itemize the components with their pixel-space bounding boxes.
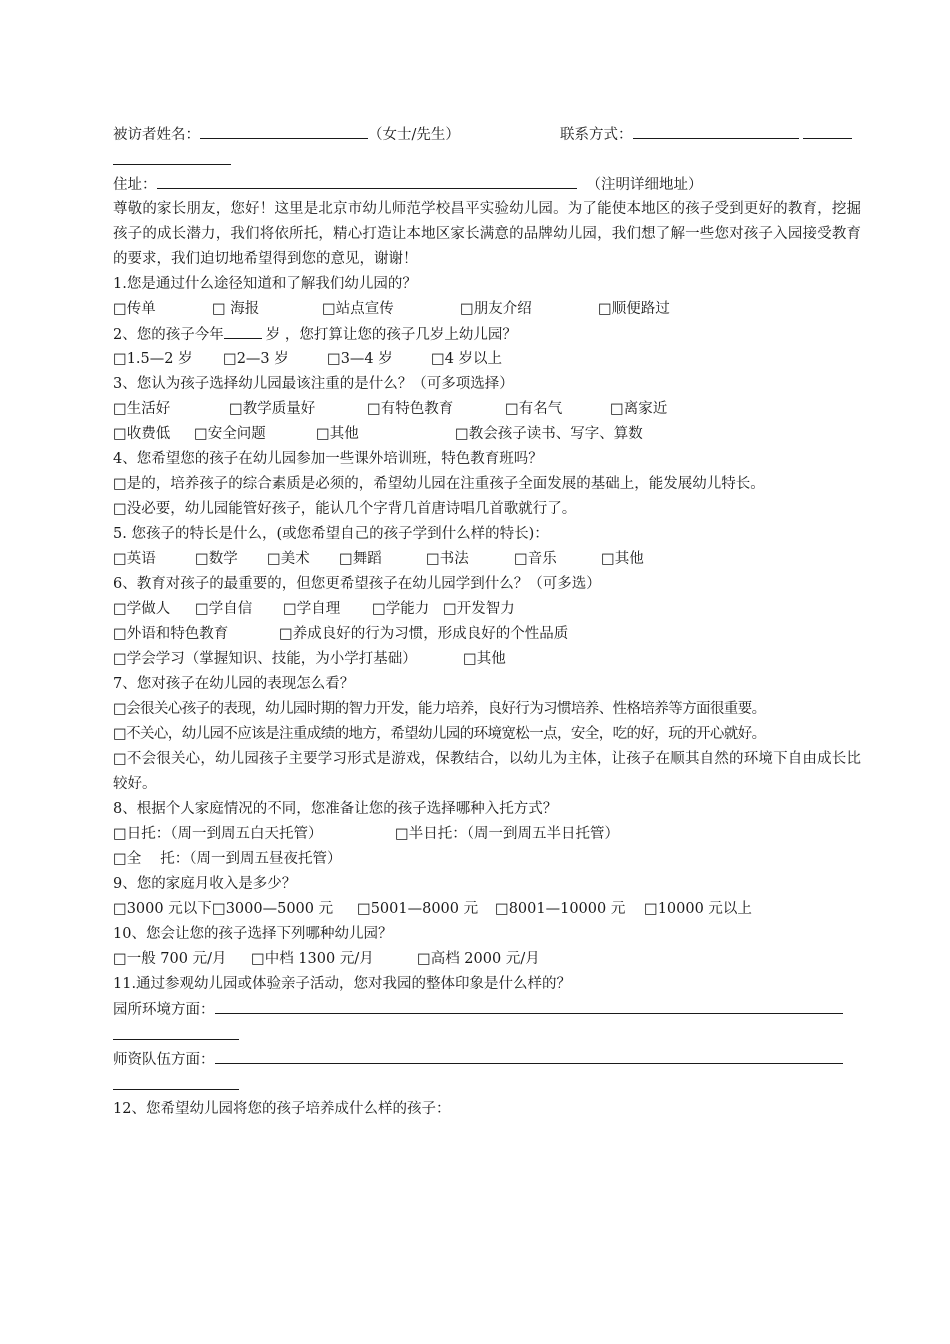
question-6-options-row1 — [113, 597, 861, 622]
question-6-options-row3 — [113, 647, 861, 672]
q11-staff-row — [113, 1047, 861, 1072]
question-7: 7、您对孩子在幼儿园的表现怎么看？ — [113, 676, 355, 692]
q2-option-1[interactable]: □1.5—2 岁 — [113, 351, 193, 367]
q6-option-intelligence[interactable]: □开发智力 — [443, 601, 515, 617]
question-8: 8、根据个人家庭情况的不同，您准备让您的孩子选择哪种入托方式？ — [113, 801, 558, 817]
question-3-options-row1 — [113, 397, 861, 422]
q9-option-2[interactable]: □3000—5000 元 — [212, 901, 334, 917]
gender-note: （女士/先生） — [368, 127, 460, 143]
question-3-options-row2 — [113, 422, 861, 447]
respondent-name-row — [113, 122, 861, 147]
address-note: （注明详细地址） — [586, 177, 703, 193]
question-2-options — [113, 347, 861, 372]
q10-option-high[interactable]: □高档 2000 元/月 — [417, 951, 540, 967]
q3-option-literacy[interactable]: □教会孩子读书、写字、算数 — [455, 426, 643, 442]
q8-option-fulltime[interactable]: □全 托：（周一到周五昼夜托管） — [113, 851, 342, 867]
q1-option-passing[interactable]: □顺便路过 — [598, 301, 670, 317]
address-label: 住址： — [113, 177, 157, 193]
q10-option-mid[interactable]: □中档 1300 元/月 — [251, 951, 374, 967]
question-5-options — [113, 547, 861, 572]
q3-option-lowfee[interactable]: □收费低 — [113, 426, 171, 442]
question-2 — [113, 322, 861, 347]
q1-option-flyer[interactable]: □传单 — [113, 301, 156, 317]
question-10-options — [113, 947, 861, 972]
q5-option-english[interactable]: □英语 — [113, 551, 156, 567]
question-6: 6、教育对孩子的最重要的，但您更希望孩子在幼儿园学到什么？（可多选） — [113, 576, 601, 592]
question-8-options-row1 — [113, 822, 861, 847]
q2-text-a: 2、您的孩子今年 — [113, 327, 224, 343]
q3-option-teaching[interactable]: □教学质量好 — [229, 401, 316, 417]
q3-option-special[interactable]: □有特色教育 — [367, 401, 454, 417]
age-blank[interactable] — [224, 322, 262, 339]
q5-option-art[interactable]: □美术 — [267, 551, 310, 567]
question-9: 9、您的家庭月收入是多少？ — [113, 876, 297, 892]
q6-option-selfcare[interactable]: □学自理 — [283, 601, 341, 617]
address-row — [113, 172, 861, 197]
q7-option-nocare[interactable]: □不关心，幼儿园不应该是注重成绩的地方，希望幼儿园的环境宽松一点，安全，吃的好，玩的开心就好。 — [113, 726, 766, 742]
contact-blank[interactable] — [633, 122, 799, 139]
q9-option-4[interactable]: □8001—10000 元 — [495, 901, 626, 917]
question-11: 11.通过参观幼儿园或体验亲子活动，您对我园的整体印象是什么样的？ — [113, 976, 572, 992]
question-3: 3、您认为孩子选择幼儿园最该注重的是什么？（可多项选择） — [113, 376, 514, 392]
question-1-options — [113, 297, 861, 322]
q8-option-halfday[interactable]: □半日托：（周一到周五半日托管） — [395, 826, 619, 842]
q4-option-yes[interactable]: □是的，培养孩子的综合素质是必须的，希望幼儿园在注重孩子全面发展的基础上，能发展幼儿特长。 — [113, 476, 765, 492]
q9-option-3[interactable]: □5001—8000 元 — [357, 901, 479, 917]
q11-env-blank[interactable] — [215, 997, 843, 1014]
question-9-options — [113, 897, 861, 922]
q6-option-person[interactable]: □学做人 — [113, 601, 171, 617]
q4-option-no[interactable]: □没必要，幼儿园能管好孩子，能认几个字背几首唐诗唱几首歌就行了。 — [113, 501, 577, 517]
q6-option-learning[interactable]: □学会学习（掌握知识、技能，为小学打基础） — [113, 651, 417, 667]
q3-option-other[interactable]: □其他 — [316, 426, 359, 442]
q6-option-other[interactable]: □其他 — [463, 651, 506, 667]
question-10: 10、您会让您的孩子选择下列哪种幼儿园？ — [113, 926, 393, 942]
question-1: 1.您是通过什么途径知道和了解我们幼儿园的？ — [113, 276, 417, 292]
q5-option-calligraphy[interactable]: □书法 — [426, 551, 469, 567]
q1-option-station[interactable]: □站点宣传 — [322, 301, 394, 317]
address-blank[interactable] — [157, 172, 577, 189]
question-4: 4、您希望您的孩子在幼儿园参加一些课外培训班，特色教育班吗？ — [113, 451, 543, 467]
q6-option-confidence[interactable]: □学自信 — [195, 601, 253, 617]
question-5: 5. 您孩子的特长是什么，(或您希望自己的孩子学到什么样的特长)： — [113, 526, 549, 542]
q5-option-other[interactable]: □其他 — [601, 551, 644, 567]
contact-blank-continued[interactable] — [113, 164, 231, 165]
q2-option-2[interactable]: □2—3 岁 — [223, 351, 289, 367]
q5-option-music[interactable]: □音乐 — [514, 551, 557, 567]
q1-option-poster[interactable]: □ 海报 — [212, 301, 260, 317]
q11-staff-label: 师资队伍方面： — [113, 1052, 215, 1068]
question-12: 12、您希望幼儿园将您的孩子培养成什么样的孩子： — [113, 1101, 451, 1117]
q3-option-near[interactable]: □离家近 — [610, 401, 668, 417]
contact-blank-2[interactable] — [803, 122, 852, 139]
q2-text-b: 岁 ，您打算让您的孩子几岁上幼儿园？ — [265, 327, 517, 343]
q9-option-5[interactable]: □10000 元以上 — [644, 901, 752, 917]
name-blank[interactable] — [200, 122, 368, 139]
name-label: 被访者姓名： — [113, 127, 200, 143]
q8-option-daycare[interactable]: □日托：（周一到周五白天托管） — [113, 826, 323, 842]
q1-option-friend[interactable]: □朋友介绍 — [460, 301, 532, 317]
q3-option-safety[interactable]: □安全问题 — [194, 426, 266, 442]
q2-option-4[interactable]: □4 岁以上 — [431, 351, 503, 367]
questionnaire-page — [113, 122, 861, 1122]
q2-option-3[interactable]: □3—4 岁 — [327, 351, 393, 367]
q9-option-1[interactable]: □3000 元以下 — [113, 901, 212, 917]
q7-option-care[interactable]: □会很关心孩子的表现，幼儿园时期的智力开发，能力培养，良好行为习惯培养、性格培养等方面很重要。 — [113, 701, 766, 717]
q3-option-famous[interactable]: □有名气 — [505, 401, 563, 417]
intro-paragraph: 尊敬的家长朋友，您好！这里是北京市幼儿师范学校昌平实验幼儿园。为了能使本地区的孩子受到更好的教育，挖掘孩子的成长潜力，我们将依所托，精心打造让本地区家长满意的品牌幼儿园，我们想了解一些您对孩子入园接受教育的要求，我们迫切地希望得到您的意见，谢谢！ — [113, 201, 861, 267]
contact-label: 联系方式： — [560, 127, 633, 143]
q7-option-somewhat[interactable]: □不会很关心，幼儿园孩子主要学习形式是游戏，保教结合，以幼儿为主体，让孩子在顺其自然的环境下自由成长比较好。 — [113, 751, 861, 792]
q6-option-habits[interactable]: □养成良好的行为习惯，形成良好的个性品质 — [279, 626, 569, 642]
q6-option-language[interactable]: □外语和特色教育 — [113, 626, 229, 642]
q5-option-math[interactable]: □数学 — [195, 551, 238, 567]
q3-option-living[interactable]: □生活好 — [113, 401, 171, 417]
q6-option-ability[interactable]: □学能力 — [372, 601, 430, 617]
q11-env-blank-continued[interactable] — [113, 1039, 239, 1040]
q11-staff-blank-continued[interactable] — [113, 1089, 239, 1090]
q11-staff-blank[interactable] — [215, 1047, 843, 1064]
q5-option-dance[interactable]: □舞蹈 — [339, 551, 382, 567]
q10-option-basic[interactable]: □一般 700 元/月 — [113, 951, 227, 967]
question-6-options-row2 — [113, 622, 861, 647]
q11-environment-row — [113, 997, 861, 1022]
q11-env-label: 园所环境方面： — [113, 1002, 215, 1018]
